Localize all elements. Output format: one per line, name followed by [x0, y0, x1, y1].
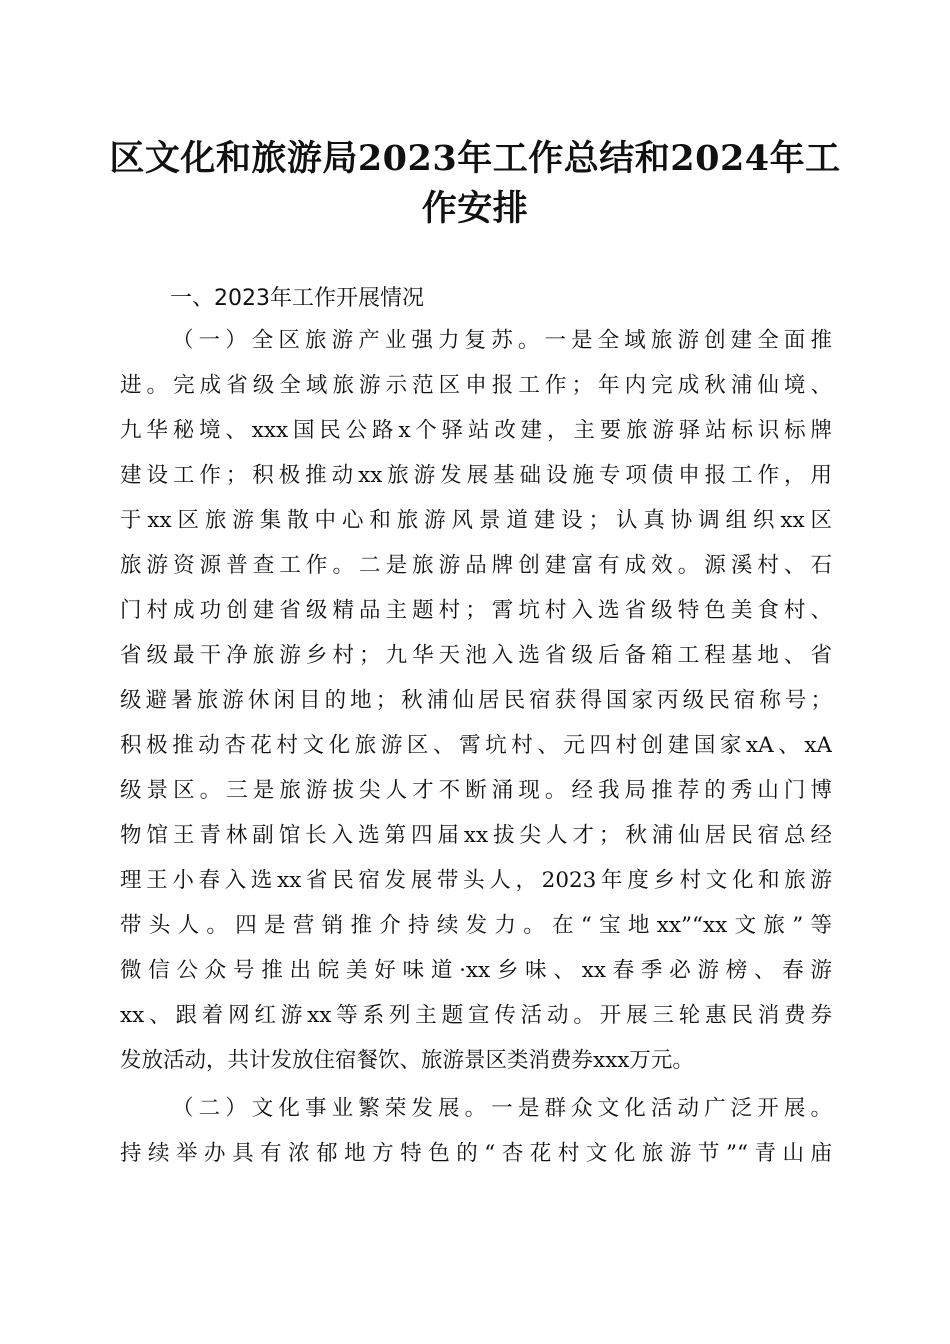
- paragraph-line: 发放活动，共计发放住宿餐饮、旅游景区类消费券xxx万元。: [120, 1048, 694, 1073]
- paragraph-line: 于xx区旅游集散中心和旅游风景道建设；认真协调组织xx区: [120, 508, 832, 533]
- document-title-line-2: 作安排: [421, 188, 529, 229]
- paragraph-culture-development: [120, 1086, 832, 1176]
- paragraph-tourism-recovery: [120, 318, 832, 1083]
- paragraph-line: （一）全区旅游产业强力复苏。一是全域旅游创建全面推: [172, 328, 832, 353]
- section-heading: 一、2023年工作开展情况: [170, 286, 424, 311]
- paragraph-line: 微信公众号推出皖美好味道·xx乡味、xx春季必游榜、春游: [120, 958, 832, 983]
- paragraph-line: 旅游资源普查工作。二是旅游品牌创建富有成效。源溪村、石: [120, 553, 832, 578]
- paragraph-line: 带头人。四是营销推介持续发力。在“宝地xx”“xx文旅”等: [120, 913, 832, 938]
- paragraph-line: 进。完成省级全域旅游示范区申报工作；年内完成秋浦仙境、: [120, 373, 832, 398]
- paragraph-line: 级景区。三是旅游拔尖人才不断涌现。经我局推荐的秀山门博: [120, 778, 832, 803]
- paragraph-line: 门村成功创建省级精品主题村；霄坑村入选省级特色美食村、: [120, 598, 832, 623]
- paragraph-line: 级避暑旅游休闲目的地；秋浦仙居民宿获得国家丙级民宿称号；: [120, 688, 832, 713]
- paragraph-line: 建设工作；积极推动xx旅游发展基础设施专项债申报工作，用: [120, 463, 832, 488]
- document-title: [100, 134, 850, 234]
- paragraph-line: 理王小春入选xx省民宿发展带头人，2023年度乡村文化和旅游: [120, 868, 832, 893]
- paragraph-line: 积极推动杏花村文化旅游区、霄坑村、元四村创建国家xA、xA: [120, 733, 832, 758]
- paragraph-line: xx、跟着网红游xx等系列主题宣传活动。开展三轮惠民消费券: [120, 1003, 832, 1028]
- paragraph-line: 持续举办具有浓郁地方特色的“杏花村文化旅游节”“青山庙: [120, 1141, 832, 1166]
- paragraph-line: （二）文化事业繁荣发展。一是群众文化活动广泛开展。: [172, 1096, 832, 1121]
- document-title-line-1: 区文化和旅游局2023年工作总结和2024年工: [109, 138, 841, 179]
- paragraph-line: 九华秘境、xxx国民公路x个驿站改建，主要旅游驿站标识标牌: [120, 418, 832, 443]
- paragraph-line: 物馆王青林副馆长入选第四届xx拔尖人才；秋浦仙居民宿总经: [120, 823, 832, 848]
- paragraph-line: 省级最干净旅游乡村；九华天池入选省级后备箱工程基地、省: [120, 643, 832, 668]
